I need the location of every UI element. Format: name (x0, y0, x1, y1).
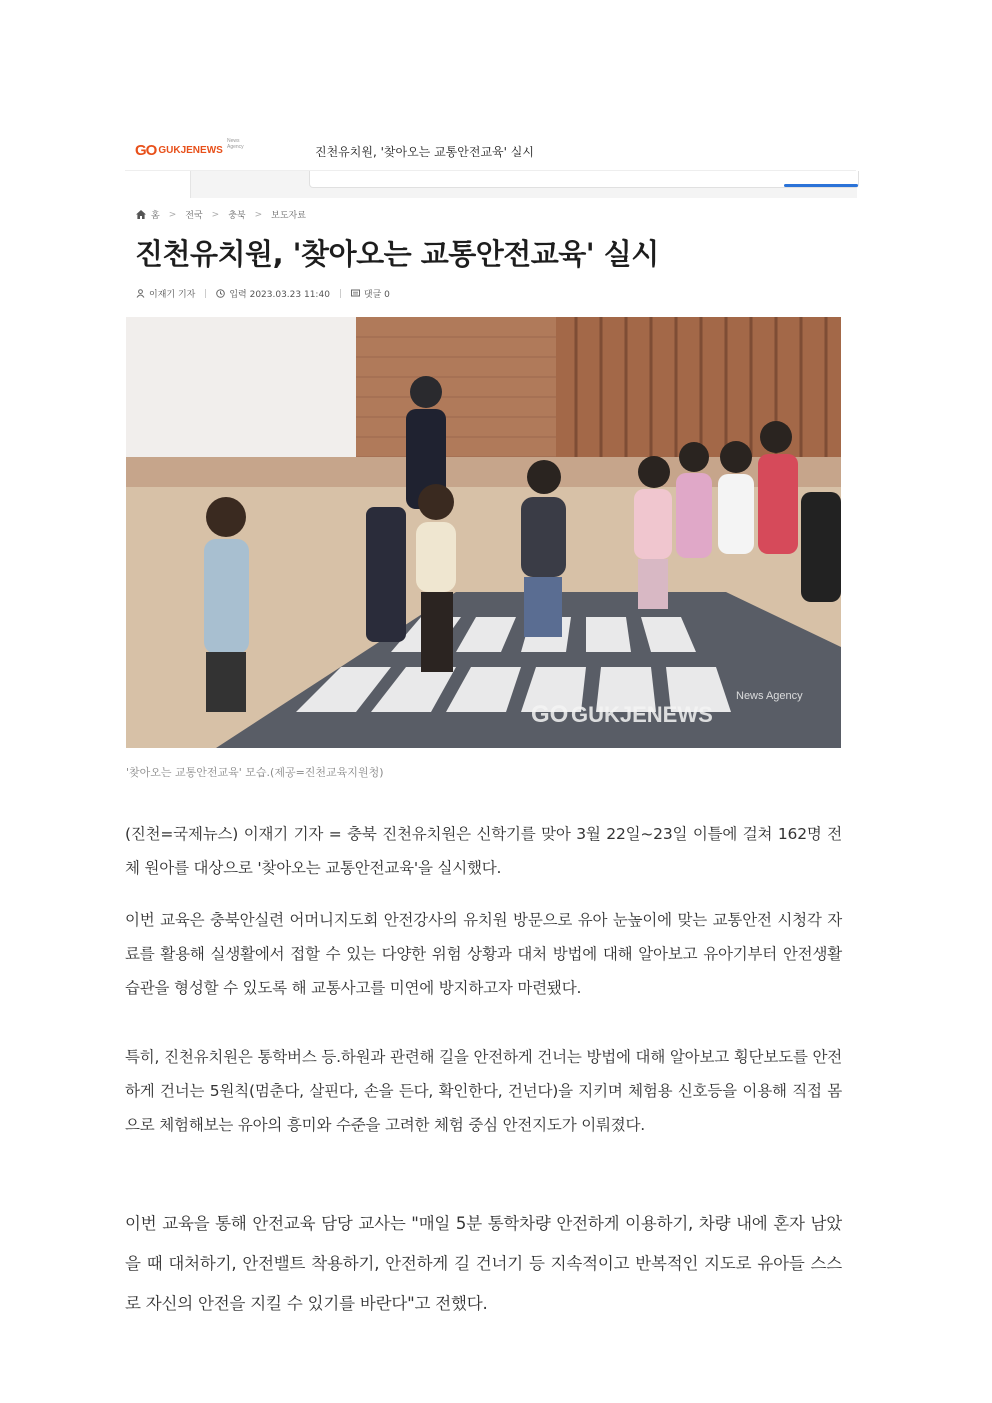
breadcrumb-home[interactable]: 홈 (151, 211, 160, 221)
article-meta (136, 287, 390, 300)
breadcrumb-province[interactable]: 충북 (228, 211, 246, 221)
header-article-title: 진천유치원, '찾아오는 교통안전교육' 실시 (315, 145, 534, 159)
logo-tagline: News Agency (227, 138, 244, 150)
logo-wordmark: GUKJENEWS (158, 145, 223, 156)
logo-mark: GO (135, 142, 157, 159)
article-paragraph: 특히, 진천유치원은 통학버스 등.하원과 관련해 길을 안전하게 건너는 방법에 대해 알아보고 횡단보도를 안전하게 건너는 5원칙(멈춘다, 살핀다, 손을 든다, 확인한다, 건넌다)을 지키며 체험용 신호등을 이용해 직접 몸으로 체험해보는 유아의 흥미와 수준을 고려한 체험 중심 안전지도가 이뤄졌다. (125, 1048, 842, 1134)
article-title: 진천유치원, '찾아오는 교통안전교육' 실시 (135, 237, 659, 271)
article-paragraph: 이번 교육을 통해 안전교육 담당 교사는 "매일 5분 통학차량 안전하게 이용하기, 차량 내에 혼자 남았을 때 대처하기, 안전밸트 착용하기, 안전하게 길 건너기 등 지속적이고 반복적인 지도로 유아들 스스로 자신의 안전을 지킬 수 있기를 바란다"고 전했다. (125, 1214, 842, 1313)
site-header (125, 128, 856, 198)
breadcrumb-region[interactable]: 전국 (185, 211, 203, 221)
author-icon (136, 289, 145, 298)
breadcrumb (136, 208, 306, 221)
watermark-wordmark: GUKJENEWS (571, 702, 713, 727)
clock-icon (216, 289, 225, 298)
article-paragraph: 이번 교육은 충북안실련 어머니지도회 안전강사의 유치원 방문으로 유아 눈높이에 맞는 교통안전 시청각 자료를 활용해 실생활에서 접할 수 있는 다양한 위험 상황과 대처 방법에 대해 알아보고 유아기부터 안전생활 습관을 형성할 수 있도록 해 교통사고를 미연에 방지하고자 마련됐다. (125, 911, 842, 997)
article-paragraph: (진천=국제뉴스) 이재기 기자 = 충북 진천유치원은 신학기를 맞아 3월 22일~23일 이틀에 걸쳐 162명 전체 원아를 대상으로 '찾아오는 교통안전교육'을 실시했다. (125, 825, 842, 877)
search-input[interactable] (309, 171, 859, 188)
search-button[interactable] (784, 184, 858, 187)
meta-divider (340, 289, 341, 298)
article-comments[interactable]: 댓글 0 (363, 290, 390, 300)
home-icon (136, 210, 146, 219)
breadcrumb-separator: > (211, 209, 220, 220)
article-photo (126, 317, 841, 748)
comment-icon (351, 289, 360, 298)
photo-caption: '찾아오는 교통안전교육' 모습.(제공=진천교육지원청) (126, 766, 384, 779)
breadcrumb-section[interactable]: 보도자료 (271, 211, 306, 221)
article-author[interactable]: 이재기 기자 (149, 290, 196, 300)
header-toolbar (190, 171, 857, 198)
article-date: 입력 2023.03.23 11:40 (229, 290, 330, 300)
breadcrumb-separator: > (254, 209, 263, 220)
site-logo[interactable] (135, 138, 244, 159)
meta-divider (205, 289, 206, 298)
watermark-mark: GO (531, 701, 569, 728)
photo-illustration (126, 317, 841, 748)
watermark-tag: News Agency (736, 690, 803, 702)
breadcrumb-separator: > (168, 209, 177, 220)
